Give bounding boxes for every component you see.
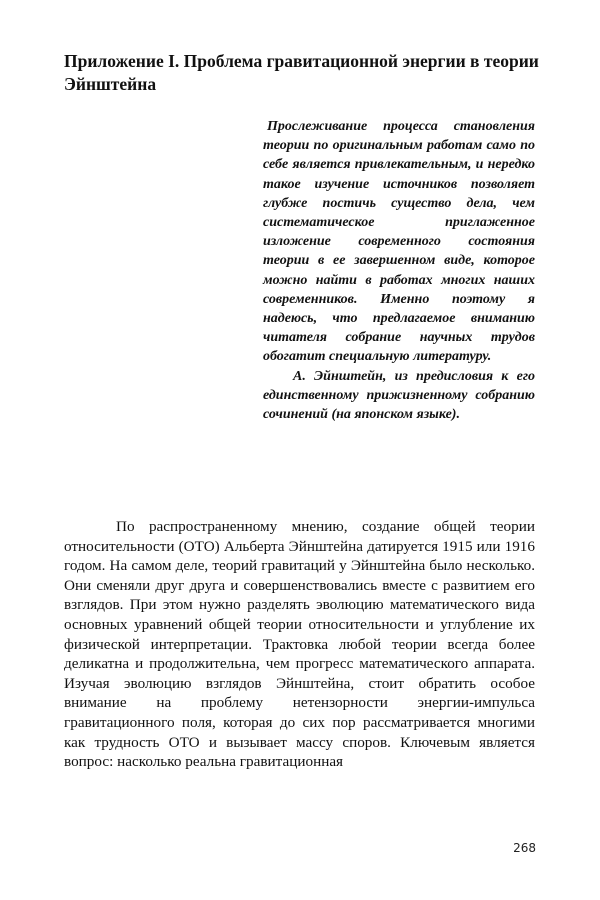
chapter-title: Приложение I. Проблема гравитационной энергии в теории Эйнштейна — [64, 51, 539, 94]
epigraph-quote: Прослеживание процесса становления теории по оригинальным работам само по себе является привлекательным, и нередко такое изучение источников позволяет глубже постичь существо дела, чем систематическое приглаженное изложение современного состояния теории в ее завершенном виде, которое можно найти в работах многих наших современников. Именно поэтому я надеюсь, что предлагаемое вниманию читателя собрание научных трудов обогатит специальную литературу. — [263, 119, 535, 365]
page-number: 268 — [513, 841, 536, 855]
body-paragraph: По распространенному мнению, создание общей теории относительности (ОТО) Альберта Эйнштейна датируется 1915 или 1916 годом. На самом деле, теорий гравитаций у Эйнштейна было несколько. Они сменяли друг друга и совершенствовались вместе с развитием его взглядов. При этом нужно разделять эволюцию математического вида основных уравнений общей теории относительности и углубление их физической интерпретации. Трактовка любой теории всегда более деликатна и продолжительна, чем прогресс математического аппарата. Изучая эволюцию взглядов Эйнштейна, стоит обратить особое внимание на проблему нетензорности энергии-импульса гравитационного поля, которая до сих пор рассматривается многими как трудность ОТО и вызывает массу споров. Ключевым является вопрос: насколько реальна гравитационная — [64, 518, 535, 771]
epigraph-attribution: А. Эйнштейн, из предисловия к его единственному прижизненному собранию сочинений (на японском языке). — [263, 368, 535, 423]
epigraph — [263, 117, 535, 424]
